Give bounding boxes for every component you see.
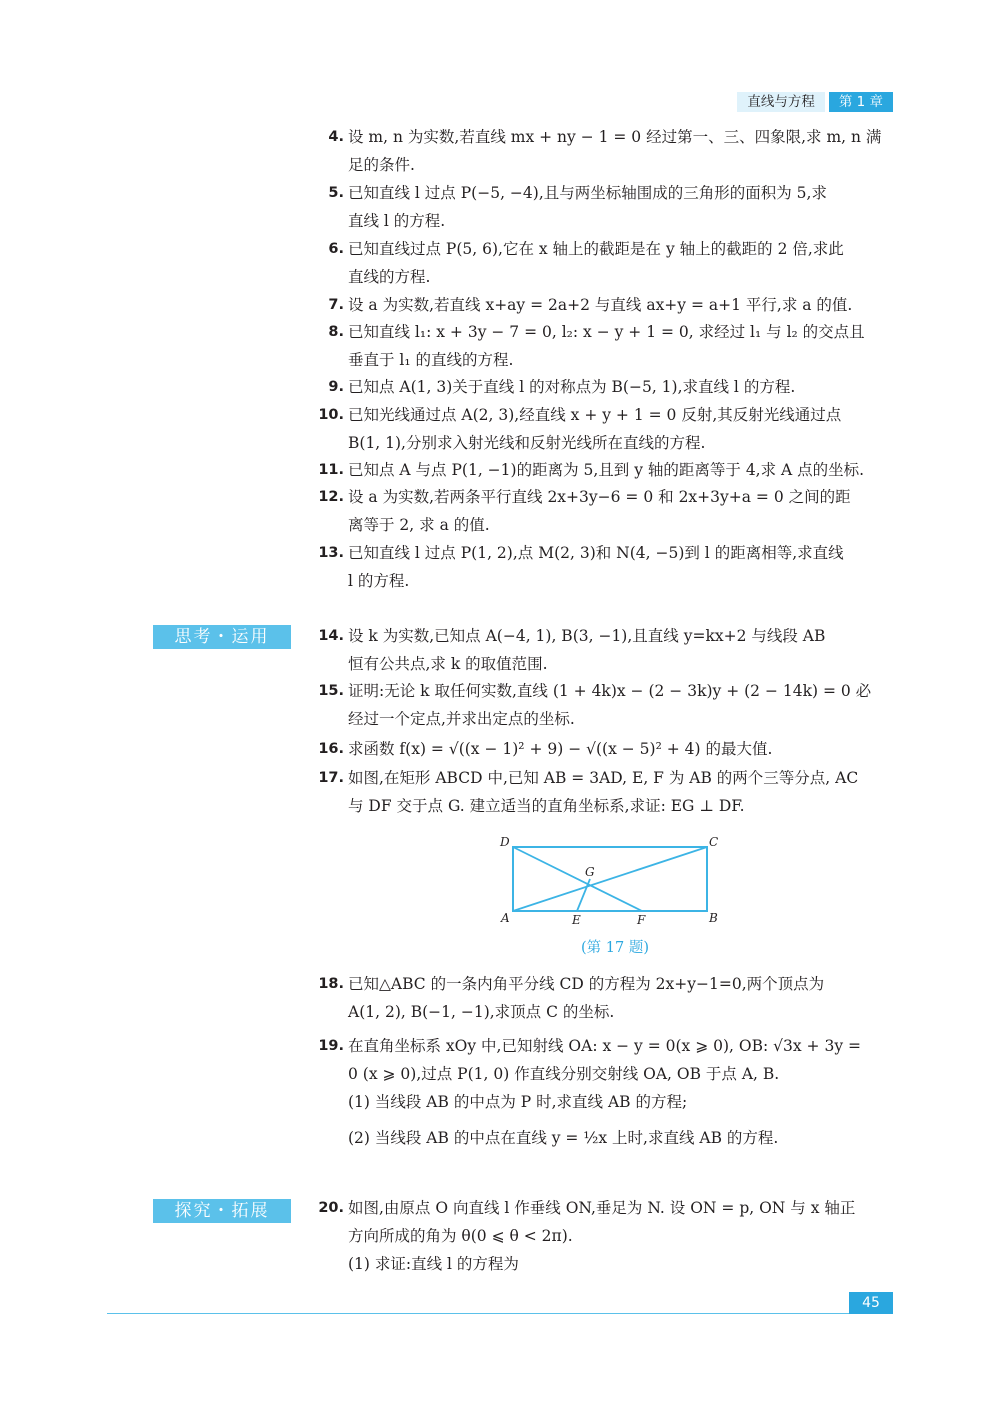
header-chapter: 第 1 章 (829, 92, 893, 112)
problem-text: l 的方程. (348, 572, 410, 590)
segment-df (513, 847, 642, 911)
label-c: C (709, 835, 719, 849)
footer-rule (107, 1313, 893, 1314)
problem-text: 已知直线 l₁: x + 3y − 7 = 0, l₂: x − y + 1 = 0, 求经过 l₁ 与 l₂ 的交点且 (348, 323, 865, 341)
problem-text: 直线的方程. (348, 268, 431, 286)
problem-text: 如图,由原点 O 向直线 l 作垂线 ON,垂足为 N. 设 ON = p, ON 与 x 轴正 (348, 1199, 856, 1217)
problem-text: 已知点 A(1, 3)关于直线 l 的对称点为 B(−5, 1),求直线 l 的方程. (348, 378, 796, 396)
problem-text: 已知直线 l 过点 P(1, 2),点 M(2, 3)和 N(4, −5)到 l 的距离相等,求直线 (348, 544, 844, 562)
problem-text: 垂直于 l₁ 的直线的方程. (348, 351, 514, 369)
problem-subpart-2: (2) 当线段 AB 的中点在直线 y = ½x 上时,求直线 AB 的方程. (348, 1129, 779, 1147)
problem-subpart-1: (1) 求证:直线 l 的方程为 (348, 1255, 519, 1273)
problem-text: B(1, 1),分别求入射光线和反射光线所在直线的方程. (348, 434, 706, 452)
problem-text: 已知光线通过点 A(2, 3),经直线 x + y + 1 = 0 反射,其反射光线通过点 (348, 406, 842, 424)
problem-14 (314, 622, 896, 678)
problem-text: 方向所成的角为 θ(0 ⩽ θ < 2π). (348, 1227, 573, 1245)
problem-15 (314, 677, 896, 733)
segment-eg (577, 879, 590, 911)
problem-number: 16. (318, 741, 344, 757)
diagonal-ac (513, 847, 707, 911)
problem-number: 11. (318, 462, 344, 478)
problem-text: 设 a 为实数,若两条平行直线 2x+3y−6 = 0 和 2x+3y+a = 0 之间的距 (348, 488, 851, 506)
label-a: A (501, 911, 510, 925)
problem-number: 17. (318, 770, 344, 786)
section-tag-think: 思考・运用 (153, 625, 291, 649)
problem-text: 离等于 2, 求 a 的值. (348, 516, 490, 534)
problem-text: 经过一个定点,并求出定点的坐标. (348, 710, 575, 728)
problem-4 (314, 123, 896, 179)
problem-text: 在直角坐标系 xOy 中,已知射线 OA: x − y = 0(x ⩾ 0), OB: √3x + 3y = (348, 1037, 861, 1055)
problem-text: 已知△ABC 的一条内角平分线 CD 的方程为 2x+y−1=0,两个顶点为 (348, 975, 825, 993)
problem-17 (314, 764, 896, 820)
problem-number: 4. (328, 129, 344, 145)
problem-number: 5. (328, 185, 344, 201)
problem-19 (314, 1032, 896, 1152)
problem-5 (314, 179, 896, 235)
rectangle-diagram (498, 834, 728, 930)
problem-number: 18. (318, 976, 344, 992)
problem-number: 10. (318, 407, 344, 423)
problem-number: 20. (318, 1200, 344, 1216)
page-number: 45 (849, 1292, 893, 1314)
problem-text: 恒有公共点,求 k 的取值范围. (348, 655, 548, 673)
problem-text: 如图,在矩形 ABCD 中,已知 AB = 3AD, E, F 为 AB 的两个三等分点, AC (348, 769, 859, 787)
problem-9 (314, 373, 896, 401)
label-e: E (572, 913, 581, 927)
running-header (737, 92, 893, 112)
problem-text: 已知直线 l 过点 P(−5, −4),且与两坐标轴围成的三角形的面积为 5,求 (348, 184, 827, 202)
problem-13 (314, 539, 896, 595)
problem-text: 已知直线过点 P(5, 6),它在 x 轴上的截距是在 y 轴上的截距的 2 倍,求此 (348, 240, 844, 258)
label-d: D (500, 835, 510, 849)
figure-caption: (第 17 题) (581, 940, 649, 956)
problem-text: 设 k 为实数,已知点 A(−4, 1), B(3, −1),且直线 y=kx+2 与线段 AB (348, 627, 826, 645)
problem-number: 9. (328, 379, 344, 395)
problem-text: 设 m, n 为实数,若直线 mx + ny − 1 = 0 经过第一、三、四象限,求 m, n 满 (348, 128, 882, 146)
problem-subpart-1: (1) 当线段 AB 的中点为 P 时,求直线 AB 的方程; (348, 1093, 688, 1111)
problem-number: 19. (318, 1038, 344, 1054)
problem-number: 8. (328, 324, 344, 340)
problem-16 (314, 735, 896, 763)
problem-20 (314, 1194, 896, 1278)
problem-12 (314, 483, 896, 539)
problem-18 (314, 970, 896, 1026)
label-g: G (585, 865, 595, 879)
problem-6 (314, 235, 896, 291)
problem-8 (314, 318, 896, 374)
problem-text: A(1, 2), B(−1, −1),求顶点 C 的坐标. (348, 1003, 615, 1021)
problem-7 (314, 291, 896, 319)
problem-11 (314, 456, 896, 484)
problem-text: 设 a 为实数,若直线 x+ay = 2a+2 与直线 ax+y = a+1 平行,求 a 的值. (348, 296, 853, 314)
problem-text: 直线 l 的方程. (348, 212, 446, 230)
problem-text: 求函数 f(x) = √((x − 1)² + 9) − √((x − 5)² + 4) 的最大值. (348, 740, 773, 758)
label-f: F (637, 913, 646, 927)
problem-number: 13. (318, 545, 344, 561)
problem-10 (314, 401, 896, 457)
problem-number: 6. (328, 241, 344, 257)
section-tag-explore: 探究・拓展 (153, 1199, 291, 1223)
header-title: 直线与方程 (737, 92, 825, 112)
problem-text: 足的条件. (348, 156, 415, 174)
problem-text: 证明:无论 k 取任何实数,直线 (1 + 4k)x − (2 − 3k)y + (2 − 14k) = 0 必 (348, 682, 872, 700)
problem-number: 15. (318, 683, 344, 699)
problem-number: 7. (328, 297, 344, 313)
problem-text: 与 DF 交于点 G. 建立适当的直角坐标系,求证: EG ⊥ DF. (348, 797, 745, 815)
problem-number: 14. (318, 628, 344, 644)
problem-text: 已知点 A 与点 P(1, −1)的距离为 5,且到 y 轴的距离等于 4,求 A 点的坐标. (348, 461, 865, 479)
problem-text: 0 (x ⩾ 0),过点 P(1, 0) 作直线分别交射线 OA, OB 于点 A, B. (348, 1065, 780, 1083)
problem-number: 12. (318, 489, 344, 505)
label-b: B (709, 911, 718, 925)
